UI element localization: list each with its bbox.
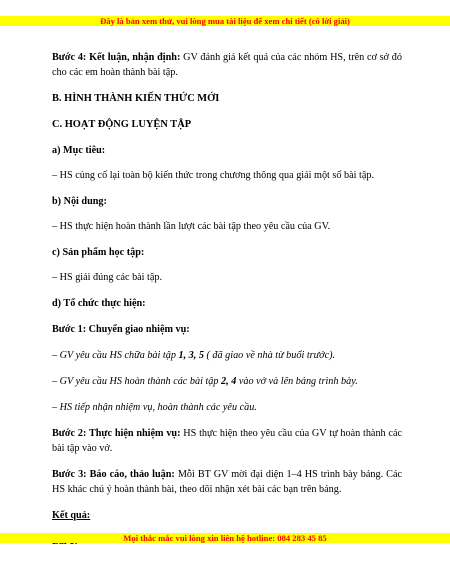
organization-heading: d) Tổ chức thực hiện: bbox=[52, 298, 146, 309]
result-heading: Kết quả: bbox=[52, 510, 91, 521]
step3-paragraph: Bước 3: Báo cáo, thảo luận: Mỗi BT GV mời đại diện 1–4 HS trình bày bảng. Các HS khác chú ý hoàn thành bài, theo dõi nhận xét bài các bạn trên bảng. bbox=[52, 469, 402, 495]
step1-line1: – GV yêu cầu HS chữa bài tập 1, 3, 5 ( đã giao về nhà từ buổi trước). bbox=[52, 350, 336, 361]
step1-heading: Bước 1: Chuyển giao nhiệm vụ: bbox=[52, 324, 190, 335]
hotline-banner: Mọi thắc mắc vui lòng xin liên hệ hotline: 084 283 45 85 bbox=[0, 533, 450, 543]
product-heading: c) Sản phẩm học tập: bbox=[52, 247, 145, 258]
step1-line2: – GV yêu cầu HS hoàn thành các bài tập 2, 4 vào vở và lên bảng trình bày. bbox=[52, 376, 358, 387]
step4-paragraph: Bước 4: Kết luận, nhận định: GV đánh giá kết quả của các nhóm HS, trên cơ sở đó cho các em hoàn thành bài tập. bbox=[52, 52, 402, 78]
content-heading: b) Nội dung: bbox=[52, 196, 107, 207]
objective-heading: a) Mục tiêu: bbox=[52, 145, 106, 156]
document-body bbox=[52, 50, 402, 549]
preview-banner: Đây là bản xem thử, vui lòng mua tài liệu để xem chi tiết (có lời giải) bbox=[0, 16, 450, 26]
step2-paragraph: Bước 2: Thực hiện nhiệm vụ: HS thực hiện theo yêu cầu của GV tự hoàn thành các bài tập vào vở. bbox=[52, 428, 402, 454]
objective-text: – HS củng cố lại toàn bộ kiến thức trong chương thông qua giải một số bài tập. bbox=[52, 170, 375, 181]
step1-line3: – HS tiếp nhận nhiệm vụ, hoàn thành các yêu cầu. bbox=[52, 402, 257, 413]
section-c-heading: C. HOẠT ĐỘNG LUYỆN TẬP bbox=[52, 119, 192, 130]
product-text: – HS giải đúng các bài tập. bbox=[52, 272, 163, 283]
section-b-heading: B. HÌNH THÀNH KIẾN THỨC MỚI bbox=[52, 93, 220, 104]
content-text: – HS thực hiện hoàn thành lần lượt các bài tập theo yêu cầu của GV. bbox=[52, 221, 331, 232]
